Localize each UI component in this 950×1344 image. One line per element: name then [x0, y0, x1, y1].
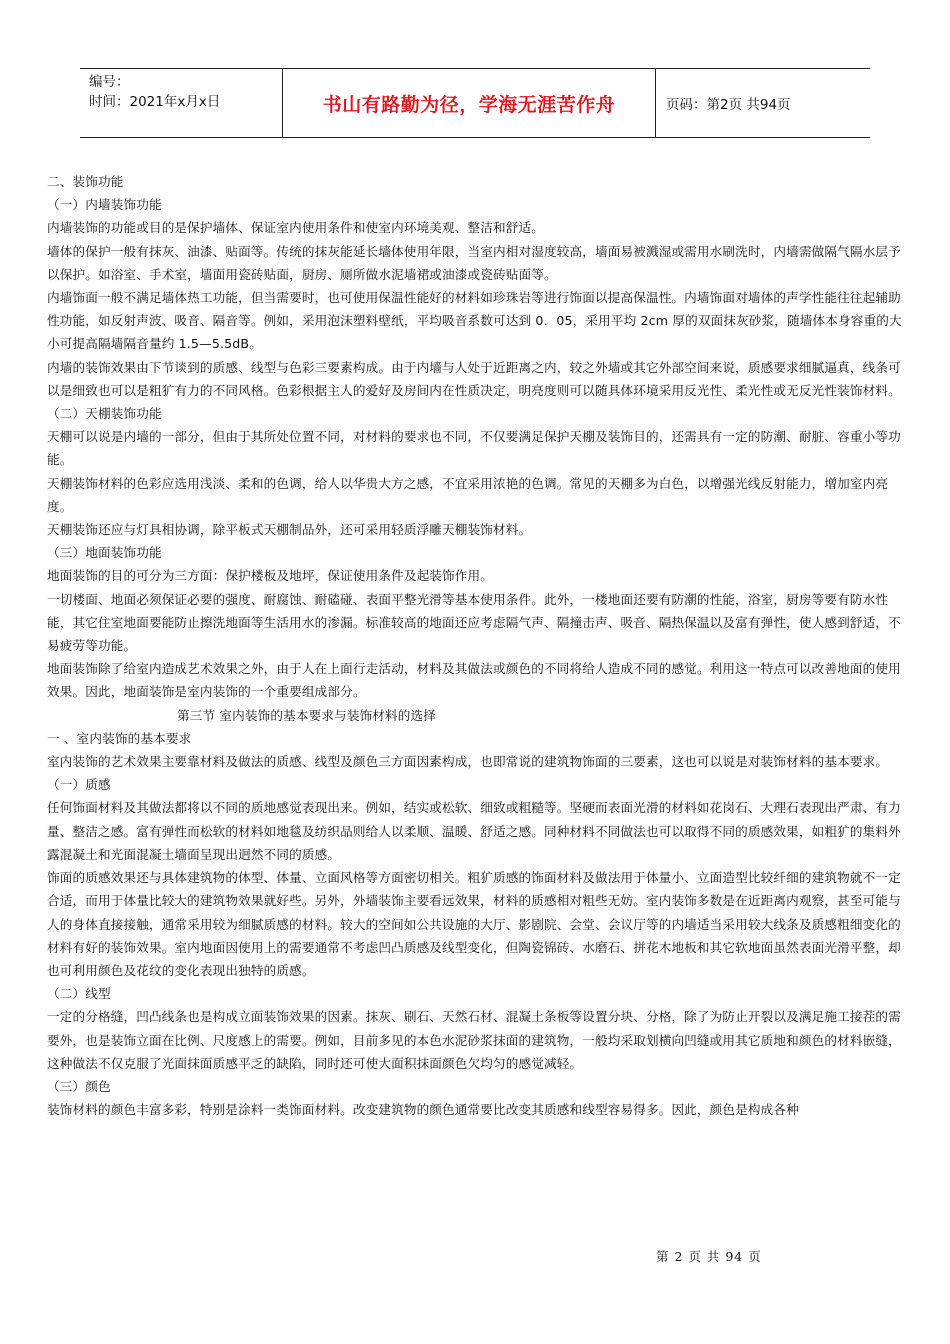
page-info: 页码：第2页 共94页 — [666, 97, 791, 113]
paragraph: 墙体的保护一般有抹灰、油漆、贴面等。传统的抹灰能延长墙体使用年限，当室内相对湿度较高，墙面易被溅湿或需用水刷洗时，内墙需做隔气隔水层予以保护。如浴室、手术室，墙面用瓷砖贴面，厨房、厕所做水泥墙裙或油漆或瓷砖贴面等。 — [47, 243, 901, 282]
paragraph: 天棚装饰还应与灯具相协调，除平板式天棚制品外，还可采用轻质浮雕天棚装饰材料。 — [47, 522, 532, 538]
paragraph: 内墙的装饰效果由下节谈到的质感、线型与色彩三要素构成。由于内墙与人处于近距离之内，较之外墙或其它外部空间来说，质感要求细腻逼真，线条可以是细致也可以是粗犷有力的不同风格。色彩根据主人的爱好及房间内在性质决定，明亮度则可以随具体环境采用反光性、柔光性或无反光性装饰材料。 — [47, 359, 901, 398]
section-heading: 二、装饰功能 — [47, 174, 124, 189]
document-number-label: 编号： — [89, 74, 130, 90]
document-date: 时间：2021年x月x日 — [89, 94, 221, 110]
paragraph: 地面装饰除了给室内造成艺术效果之外，由于人在上面行走活动，材料及其做法或颜色的不同将给人造成不同的感觉。利用这一特点可以改善地面的使用效果。因此，地面装饰是室内装饰的一个重要组成部分。 — [47, 661, 901, 700]
paragraph: 一定的分格缝，凹凸线条也是构成立面装饰效果的因素。抹灰、刷石、天然石材、混凝土条板等设置分块、分格，除了为防止开裂以及满足施工接茬的需要外，也是装饰立面在比例、尺度感上的需要。例如，目前多见的本色水泥砂浆抹面的建筑物，一般均采取划横向凹缝或用其它质地和颜色的材料嵌缝，这种做法不仅克服了光面抹面质感平乏的缺陷，同时还可使大面积抹面颜色欠均匀的感觉减轻。 — [47, 1009, 901, 1071]
page-footer: 第 2 页 共 94 页 — [656, 1249, 762, 1264]
section-heading: 一 、室内装饰的基本要求 — [47, 730, 192, 746]
subsection-heading: （一）质感 — [47, 777, 111, 793]
subsection-heading: （三）颜色 — [47, 1078, 111, 1094]
paragraph: 室内装饰的艺术效果主要靠材料及做法的质感、线型及颜色三方面因素构成，也即常说的建筑物饰面的三要素，这也可以说是对装饰材料的基本要求。 — [47, 754, 889, 770]
header-page-info-cell — [656, 69, 870, 137]
paragraph: 内墙饰面一般不满足墙体热工功能，但当需要时，也可使用保温性能好的材料如珍珠岩等进行饰面以提高保温性。内墙饰面对墙体的声学性能往往起辅助性功能，如反射声波、吸音、隔音等。例如，采用泡沫塑料壁纸，平均吸音系数可达到 0．05，采用平均 2cm 厚的双面抹灰砂浆，随墙体本身容重的大小可提高隔墙隔音量约 1.5—5.5dB。 — [47, 290, 902, 352]
paragraph: 饰面的质感效果还与具体建筑物的体型、体量、立面风格等方面密切相关。粗犷质感的饰面材料及做法用于体量小、立面造型比较纤细的建筑物就不一定合适，而用于体量比较大的建筑物效果就好些。另外，外墙装饰主要看远效果，材料的质感相对粗些无妨。室内装饰多数是在近距离内观察，甚至可能与人的身体直接接触，通常采用较为细腻质感的材料。较大的空间如公共设施的大厅、影剧院、会堂、会议厅等的内墙适当采用较大线条及质感粗细变化的材料有好的装饰效果。室内地面因使用上的需要通常不考虑凹凸质感及线型变化，但陶瓷锦砖、水磨石、拼花木地板和其它软地面虽然表面光滑平整，却也可利用颜色及花纹的变化表现出独特的质感。 — [47, 870, 901, 978]
document-header — [80, 68, 870, 138]
header-meta — [80, 69, 282, 137]
subsection-heading: （二）天棚装饰功能 — [47, 406, 162, 422]
motto-text: 书山有路勤为径，学海无涯苦作舟 — [322, 93, 616, 116]
paragraph: 地面装饰的目的可分为三方面：保护楼板及地坪，保证使用条件及起装饰作用。 — [47, 568, 494, 584]
header-motto-cell — [282, 69, 656, 137]
paragraph: 天棚可以说是内墙的一部分，但由于其所处位置不同，对材料的要求也不同，不仅要满足保护天棚及装饰目的，还需具有一定的防潮、耐脏、容重小等功能。 — [47, 429, 901, 468]
subsection-heading: （三）地面装饰功能 — [47, 545, 162, 561]
paragraph: 内墙装饰的功能或目的是保护墙体、保证室内使用条件和使室内环境美观、整洁和舒适。 — [47, 220, 545, 236]
document-body — [47, 170, 909, 1121]
subsection-heading: （一）内墙装饰功能 — [47, 197, 162, 213]
paragraph: 天棚装饰材料的色彩应选用浅淡、柔和的色调，给人以华贵大方之感，不宜采用浓艳的色调。常见的天棚多为白色，以增强光线反射能力，增加室内亮度。 — [47, 475, 889, 514]
paragraph: 任何饰面材料及其做法都将以不同的质地感觉表现出来。例如，结实或松软、细致或粗糙等。坚硬而表面光滑的材料如花岗石、大理石表现出严肃、有力量、整洁之感。富有弹性而松软的材料如地毯及纺织品则给人以柔顺、温暖、舒适之感。同种材料不同做法也可以取得不同的质感效果，如粗犷的集料外露混凝土和光面混凝土墙面呈现出迥然不同的质感。 — [47, 800, 901, 862]
paragraph: 装饰材料的颜色丰富多彩，特别是涂料一类饰面材料。改变建筑物的颜色通常要比改变其质感和线型容易得多。因此，颜色是构成各种 — [47, 1102, 799, 1118]
paragraph: 一切楼面、地面必须保证必要的强度、耐腐蚀、耐磕碰、表面平整光滑等基本使用条件。此外，一楼地面还要有防潮的性能，浴室，厨房等要有防水性能，其它住室地面要能防止擦洗地面等生活用水的渗漏。标准较高的地面还应考虑隔气声、隔撞击声、吸音、隔热保温以及富有弹性，使人感到舒适，不易疲劳等功能。 — [47, 591, 901, 654]
subsection-heading: （二）线型 — [47, 986, 111, 1002]
chapter-section-title: 第三节 室内装饰的基本要求与装饰材料的选择 — [177, 707, 437, 723]
